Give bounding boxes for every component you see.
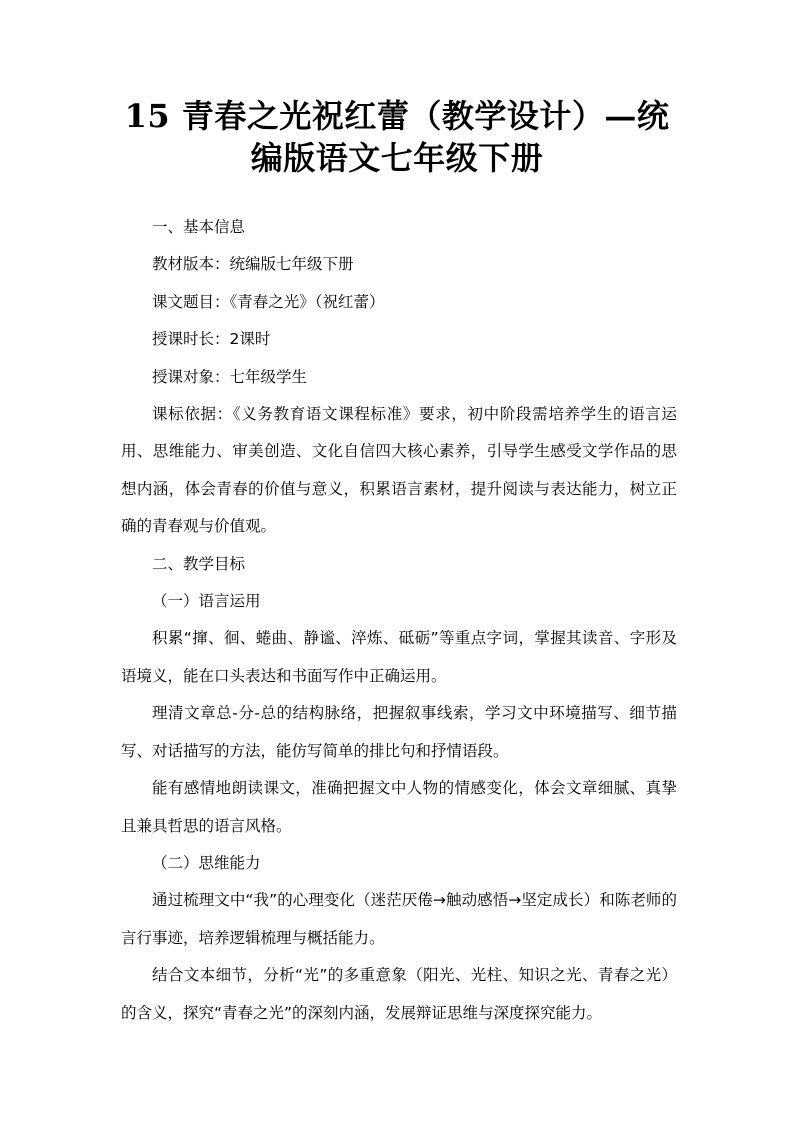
- textbook-version-line: 教材版本：统编版七年级下册: [152, 255, 354, 274]
- lesson-duration-line: 授课时长：2课时: [152, 330, 271, 349]
- curriculum-basis-paragraph: 课标依据：《义务教育语文课程标准》要求，初中阶段需培养学生的语言运用、思维能力、审美创造、文化自信四大核心素养，引导学生感受文学作品的思想内涵，体会青春的价值与意义，积累语言素材，提升阅读与表达能力，树立正确的青春观与价值观。: [121, 405, 677, 536]
- goal-psychology-paragraph: 通过梳理文中“我”的心理变化（迷茫厌倦→触动感悟→坚定成长）和陈老师的言行事迹，培养逻辑梳理与概括能力。: [121, 891, 677, 947]
- document-title: [90, 95, 704, 179]
- audience-line: 授课对象：七年级学生: [152, 367, 308, 386]
- section-heading-basic-info: 一、基本信息: [152, 218, 246, 236]
- subheading-language-use: （一）语言运用: [152, 592, 261, 611]
- document-body: [121, 209, 677, 1032]
- goal-structure-paragraph: 理清文章总-分-总的结构脉络，把握叙事线索，学习文中环境描写、细节描写、对话描写的方法，能仿写简单的排比句和抒情语段。: [121, 704, 677, 760]
- lesson-title-line: 课文题目：《青春之光》（祝红蕾）: [152, 292, 385, 311]
- goal-light-imagery-paragraph: 结合文本细节，分析“光”的多重意象（阳光、光柱、知识之光、青春之光）的含义，探究“青春之光”的深刻内涵，发展辩证思维与深度探究能力。: [121, 966, 677, 1022]
- goal-vocabulary-paragraph: 积累“撺、徊、蜷曲、静谧、淬炼、砥砺”等重点字词，掌握其读音、字形及语境义，能在口头表达和书面写作中正确运用。: [121, 629, 677, 685]
- title-line-2: 编版语文七年级下册: [250, 139, 544, 177]
- title-line-1: 15 青春之光祝红蕾（教学设计）—统: [124, 97, 670, 135]
- goal-reading-paragraph: 能有感情地朗读课文，准确把握文中人物的情感变化，体会文章细腻、真挚且兼具哲思的语言风格。: [121, 779, 677, 835]
- section-heading-goals: 二、教学目标: [152, 554, 246, 573]
- subheading-thinking-ability: （二）思维能力: [152, 853, 261, 872]
